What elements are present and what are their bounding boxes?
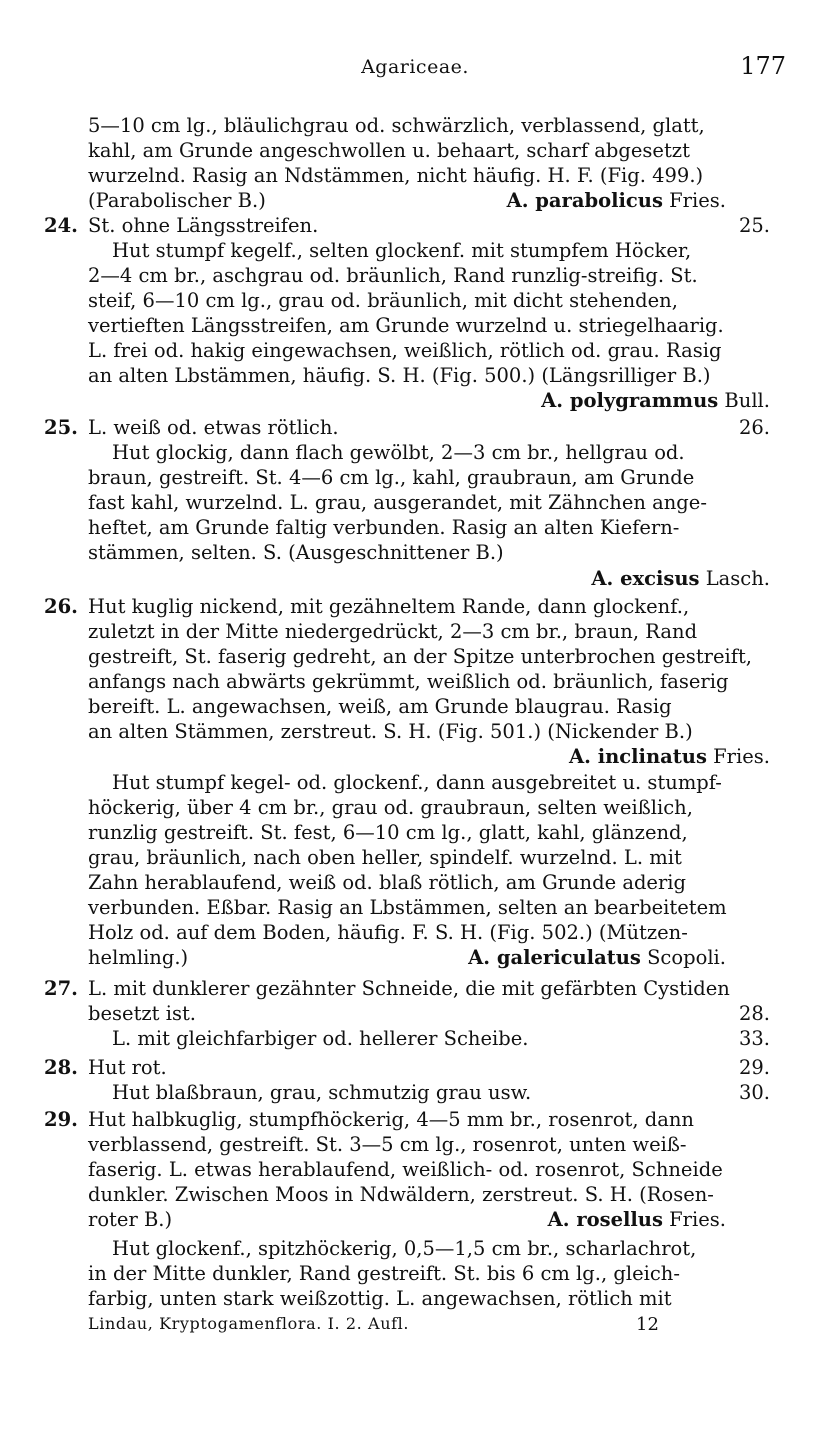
- text-line: [44, 414, 806, 442]
- text-line: [88, 539, 806, 567]
- text-line: [88, 565, 806, 593]
- species-author: Lasch.: [699, 567, 770, 590]
- text-line: [44, 1054, 806, 1082]
- line-text: heftet, am Grunde faltig verbunden. Rasig an alten Kiefern-: [88, 516, 680, 539]
- text-line: [88, 1285, 806, 1313]
- line-text: in der Mitte dunkler, Rand gestreift. St. bis 6 cm lg., gleich-: [88, 1262, 680, 1285]
- text-line: [88, 262, 806, 290]
- line-text: an alten Stämmen, zerstreut. S. H. (Fig. 501.) (Nickender B.): [88, 720, 693, 743]
- line-text: verblassend, gestreift. St. 3—5 cm lg., rosenrot, unten weiß-: [88, 1133, 687, 1156]
- line-text: Hut glockig, dann flach gewölbt, 2—3 cm br., hellgrau od.: [112, 441, 685, 464]
- line-text: an alten Lbstämmen, häufig. S. H. (Fig. 500.) (Längsrilliger B.): [88, 364, 711, 387]
- line-text: L. weiß od. etwas rötlich.: [88, 416, 339, 439]
- line-text: 5—10 cm lg., bläulichgrau od. schwärzlich, verblassend, glatt,: [88, 114, 705, 137]
- line-text: bereift. L. angewachsen, weiß, am Grunde blaugrau. Rasig: [88, 695, 672, 718]
- species-name: A. excisus: [591, 567, 700, 590]
- line-text: Holz od. auf dem Boden, häufig. F. S. H. (Fig. 502.) (Mützen-: [88, 921, 688, 944]
- text-line: [88, 162, 806, 190]
- text-line: [88, 944, 806, 972]
- line-text: 2—4 cm br., aschgrau od. bräunlich, Rand runzlig-streifig. St.: [88, 264, 698, 287]
- text-line: [112, 1235, 806, 1263]
- text-line: [88, 819, 806, 847]
- line-text: Hut glockenf., spitzhöckerig, 0,5—1,5 cm br., scharlachrot,: [112, 1237, 697, 1260]
- key-number: 26.: [44, 595, 78, 618]
- text-line: [112, 769, 806, 797]
- footer-source: Lindau, Kryptogamenflora. I. 2. Aufl.: [88, 1314, 410, 1333]
- key-reference: 29.: [738, 1056, 770, 1079]
- text-line: [88, 387, 806, 415]
- text-line: [88, 869, 806, 897]
- line-text: Hut kuglig nickend, mit gezähneltem Rande, dann glockenf.,: [88, 595, 690, 618]
- line-text: Hut stumpf kegel- od. glockenf., dann ausgebreitet u. stumpf-: [112, 771, 722, 794]
- species-author: Bull.: [718, 389, 770, 412]
- line-text: braun, gestreift. St. 4—6 cm lg., kahl, graubraun, am Grunde: [88, 466, 695, 489]
- line-text: Hut blaßbraun, grau, schmutzig grau usw.: [112, 1081, 532, 1104]
- page-footer: [88, 1314, 806, 1340]
- species-name: A. galericulatus: [468, 946, 641, 969]
- text-line: [88, 794, 806, 822]
- text-line: [88, 1181, 806, 1209]
- line-text: L. mit dunklerer gezähnter Schneide, die mit gefärbten Cystiden: [88, 977, 730, 1000]
- text-line: [88, 187, 806, 215]
- page-number: 177: [740, 52, 786, 80]
- text-line: [112, 1079, 806, 1107]
- line-text: St. ohne Längsstreifen.: [88, 214, 319, 237]
- line-text: gestreift, St. faserig gedreht, an der Spitze unterbrochen gestreift,: [88, 645, 752, 668]
- line-text: farbig, unten stark weißzottig. L. angewachsen, rötlich mit: [88, 1287, 672, 1310]
- line-text: (Parabolischer B.): [88, 189, 266, 212]
- species-author: Scopoli.: [640, 946, 726, 969]
- line-text: Zahn herablaufend, weiß od. blaß rötlich, am Grunde aderig: [88, 871, 687, 894]
- line-text: L. mit gleichfarbiger od. hellerer Scheibe.: [112, 1027, 529, 1050]
- text-line: [112, 439, 806, 467]
- line-text: höckerig, über 4 cm br., grau od. graubraun, selten weißlich,: [88, 796, 693, 819]
- text-line: [88, 693, 806, 721]
- key-number: 27.: [44, 977, 78, 1000]
- text-line: [88, 643, 806, 671]
- line-text: roter B.): [88, 1208, 173, 1231]
- line-text: zuletzt in der Mitte niedergedrückt, 2—3 cm br., braun, Rand: [88, 620, 698, 643]
- species-name: A. polygrammus: [541, 389, 719, 412]
- text-line: [88, 514, 806, 542]
- text-line: [88, 1156, 806, 1184]
- line-text: verbunden. Eßbar. Rasig an Lbstämmen, selten an bearbeitetem: [88, 896, 727, 919]
- text-line: [88, 287, 806, 315]
- text-line: [88, 1206, 806, 1234]
- species-name: A. inclinatus: [568, 745, 707, 768]
- line-text: wurzelnd. Rasig an Ndstämmen, nicht häufig. H. F. (Fig. 499.): [88, 164, 704, 187]
- line-text: grau, bräunlich, nach oben heller, spindelf. wurzelnd. L. mit: [88, 846, 682, 869]
- text-line: [88, 718, 806, 746]
- line-text: runzlig gestreift. St. fest, 6—10 cm lg., glatt, kahl, glänzend,: [88, 821, 688, 844]
- species-author: Fries.: [662, 189, 726, 212]
- text-line: [112, 1025, 806, 1053]
- line-text: fast kahl, wurzelnd. L. grau, ausgerandet, mit Zähnchen ange-: [88, 491, 707, 514]
- key-reference: 25.: [738, 214, 770, 237]
- line-text: dunkler. Zwischen Moos in Ndwäldern, zerstreut. S. H. (Rosen-: [88, 1183, 714, 1206]
- line-text: vertieften Längsstreifen, am Grunde wurzelnd u. striegelhaarig.: [88, 314, 724, 337]
- line-text: helmling.): [88, 946, 189, 969]
- page-header: [0, 52, 830, 84]
- text-line: [44, 1106, 806, 1134]
- species-name: A. parabolicus: [506, 189, 663, 212]
- line-text: Hut rot.: [88, 1056, 167, 1079]
- line-text: stämmen, selten. S. (Ausgeschnittener B.): [88, 541, 504, 564]
- text-line: [88, 137, 806, 165]
- text-line: [88, 844, 806, 872]
- text-line: [88, 489, 806, 517]
- key-number: 24.: [44, 214, 78, 237]
- text-line: [112, 237, 806, 265]
- line-text: Hut stumpf kegelf., selten glockenf. mit stumpfem Höcker,: [112, 239, 692, 262]
- text-line: [88, 618, 806, 646]
- text-line: [88, 337, 806, 365]
- text-line: [88, 894, 806, 922]
- text-line: [88, 668, 806, 696]
- text-line: [88, 1131, 806, 1159]
- text-line: [88, 743, 806, 771]
- text-line: [44, 593, 806, 621]
- line-text: L. frei od. hakig eingewachsen, weißlich, rötlich od. grau. Rasig: [88, 339, 722, 362]
- text-line: [88, 464, 806, 492]
- text-line: [88, 919, 806, 947]
- species-author: Fries.: [662, 1208, 726, 1231]
- text-line: [44, 212, 806, 240]
- text-line: [88, 362, 806, 390]
- text-line: [88, 1260, 806, 1288]
- species-name: A. rosellus: [547, 1208, 663, 1231]
- key-number: 25.: [44, 416, 78, 439]
- line-text: Hut halbkuglig, stumpfhöckerig, 4—5 mm br., rosenrot, dann: [88, 1108, 694, 1131]
- key-number: 29.: [44, 1108, 78, 1131]
- species-author: Fries.: [706, 745, 770, 768]
- line-text: kahl, am Grunde angeschwollen u. behaart, scharf abgesetzt: [88, 139, 690, 162]
- key-reference: 26.: [738, 416, 770, 439]
- text-line: [88, 1000, 806, 1028]
- line-text: besetzt ist.: [88, 1002, 196, 1025]
- line-text: faserig. L. etwas herablaufend, weißlich- od. rosenrot, Schneide: [88, 1158, 723, 1181]
- key-reference: 33.: [738, 1027, 770, 1050]
- key-number: 28.: [44, 1056, 78, 1079]
- running-head: Agariceae.: [361, 56, 469, 78]
- text-line: [88, 112, 806, 140]
- text-line: [88, 312, 806, 340]
- text-line: [44, 975, 806, 1003]
- key-reference: 30.: [738, 1081, 770, 1104]
- key-reference: 28.: [738, 1002, 770, 1025]
- line-text: anfangs nach abwärts gekrümmt, weißlich od. bräunlich, faserig: [88, 670, 729, 693]
- signature-mark: 12: [636, 1314, 659, 1335]
- line-text: steif, 6—10 cm lg., grau od. bräunlich, mit dicht stehenden,: [88, 289, 678, 312]
